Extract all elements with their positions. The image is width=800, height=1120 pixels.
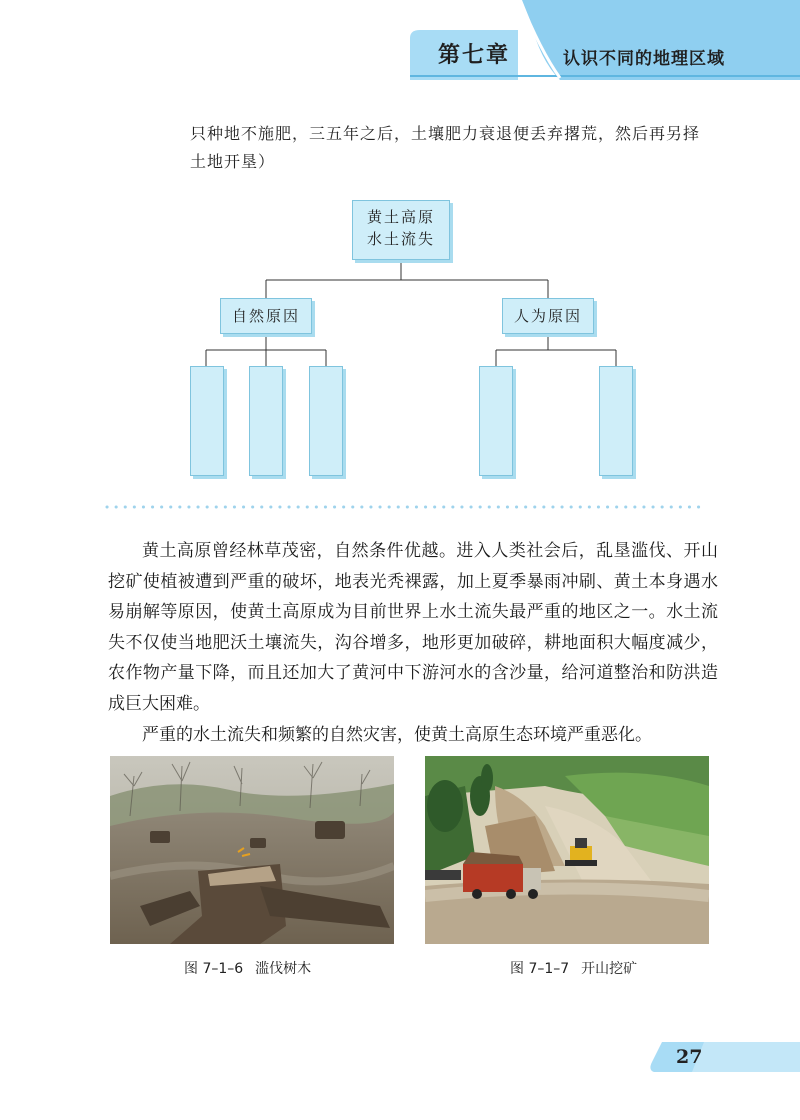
human-cause-label: 人为原因 — [513, 307, 582, 325]
figure-caption-2 — [510, 958, 637, 978]
figure-number: 图 7–1–7 — [510, 961, 570, 977]
figure-caption-1 — [184, 958, 311, 978]
intro-text: 只种地不施肥，三五年之后，土壤肥力衰退便丢弃撂荒，然后再另择土地开垦） — [190, 124, 701, 171]
figure-title: 开山挖矿 — [581, 961, 638, 977]
dotted-divider — [105, 505, 705, 509]
body-text — [108, 536, 718, 750]
paragraph: 黄土高原曾经林草茂密，自然条件优越。进入人类社会后，乱垦滥伐、开山挖矿使植被遭到严重的破坏，地表光秃裸露，加上夏季暴雨冲刷、黄土本身遇水易崩解等原因，使黄土高原成为目前世界上水土流失最严重的地区之一。水土流失不仅使当地肥沃土壤流失，沟谷增多，地形更加破碎，耕地面积大幅度减少，农作物产量下降，而且还加大了黄河中下游河水的含沙量，给河道整治和防洪造成巨大困难。 — [108, 541, 718, 714]
chapter-number: 第七章 — [438, 43, 511, 68]
photo-mining — [425, 756, 709, 944]
figure-number: 图 7–1–6 — [184, 961, 244, 977]
natural-cause-label: 自然原因 — [231, 307, 300, 325]
page-header — [0, 0, 800, 80]
root-label-line2: 水土流失 — [366, 230, 435, 248]
figure-title: 滥伐树木 — [255, 961, 312, 977]
page-number: 27 — [676, 1046, 703, 1068]
cause-diagram — [180, 190, 660, 490]
root-label-line1: 黄土高原 — [366, 208, 435, 226]
blank-box-natural-1[interactable] — [190, 366, 224, 476]
blank-box-human-1[interactable] — [479, 366, 513, 476]
blank-box-human-2[interactable] — [599, 366, 633, 476]
photo-deforestation — [110, 756, 394, 944]
paragraph: 严重的水土流失和频繁的自然灾害，使黄土高原生态环境严重恶化。 — [142, 724, 652, 745]
chapter-title: 认识不同的地理区域 — [563, 49, 725, 69]
blank-box-natural-3[interactable] — [309, 366, 343, 476]
blank-box-natural-2[interactable] — [249, 366, 283, 476]
